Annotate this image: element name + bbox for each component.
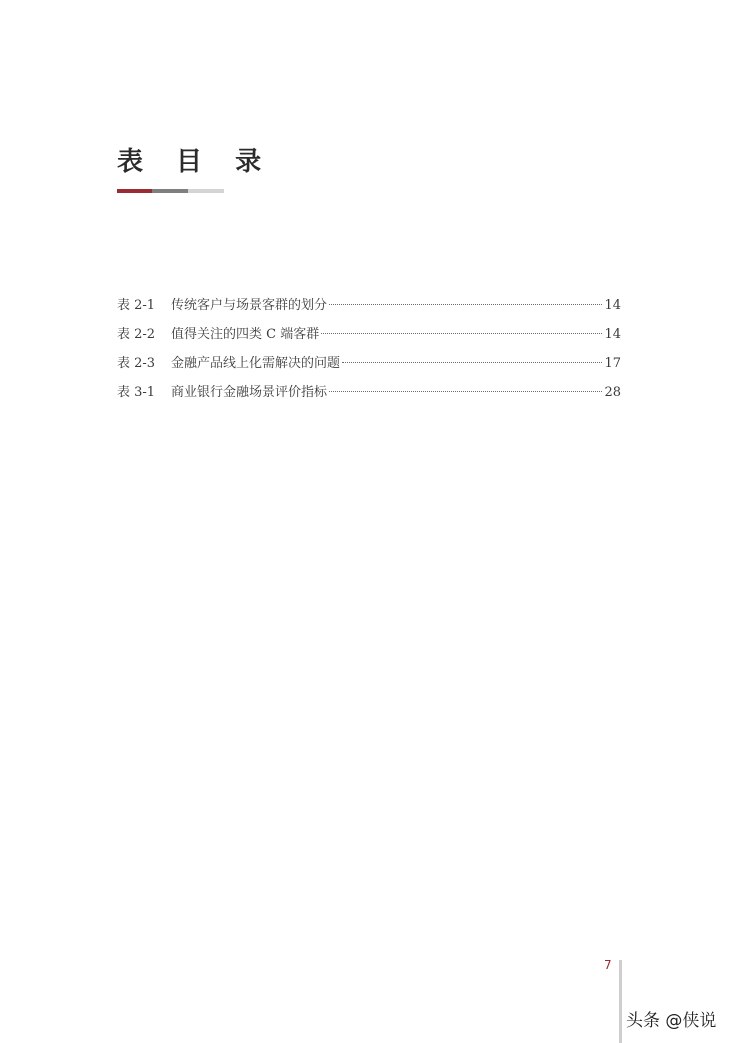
- toc-leader-dots: [329, 391, 602, 392]
- toc-entry[interactable]: [117, 352, 621, 381]
- underline-segment-light: [188, 189, 224, 193]
- toc-entry-title: 值得关注的四类 C 端客群: [171, 327, 320, 342]
- toc-entry-number: 表 2-1: [117, 298, 156, 313]
- toc-entry[interactable]: [117, 294, 621, 323]
- title-underline: [117, 189, 224, 193]
- toc-entry-page: 14: [604, 327, 621, 342]
- toc-entry-title: 传统客户与场景客群的划分: [171, 298, 328, 313]
- toc-entry-number: 表 2-2: [117, 327, 156, 342]
- watermark-text: 头条 @侠说: [626, 1011, 717, 1031]
- toc-leader-dots: [329, 304, 602, 305]
- toc-entry-page: 14: [604, 298, 621, 313]
- page-number-rule: [619, 960, 622, 1043]
- toc-entry[interactable]: [117, 323, 621, 352]
- toc-entry-number: 表 2-3: [117, 356, 156, 371]
- toc-entry[interactable]: [117, 381, 621, 410]
- page-title: 表 目 录: [117, 147, 274, 177]
- page-number: 7: [604, 958, 612, 972]
- underline-segment-gray: [152, 189, 188, 193]
- underline-segment-red: [117, 189, 152, 193]
- toc-entry-page: 17: [604, 356, 621, 371]
- toc-entry-title: 商业银行金融场景评价指标: [171, 385, 328, 400]
- toc-leader-dots: [321, 333, 602, 334]
- toc-entry-title: 金融产品线上化需解决的问题: [171, 356, 341, 371]
- table-of-contents: [117, 294, 621, 410]
- toc-leader-dots: [342, 362, 602, 363]
- toc-entry-page: 28: [604, 385, 621, 400]
- toc-entry-number: 表 3-1: [117, 385, 156, 400]
